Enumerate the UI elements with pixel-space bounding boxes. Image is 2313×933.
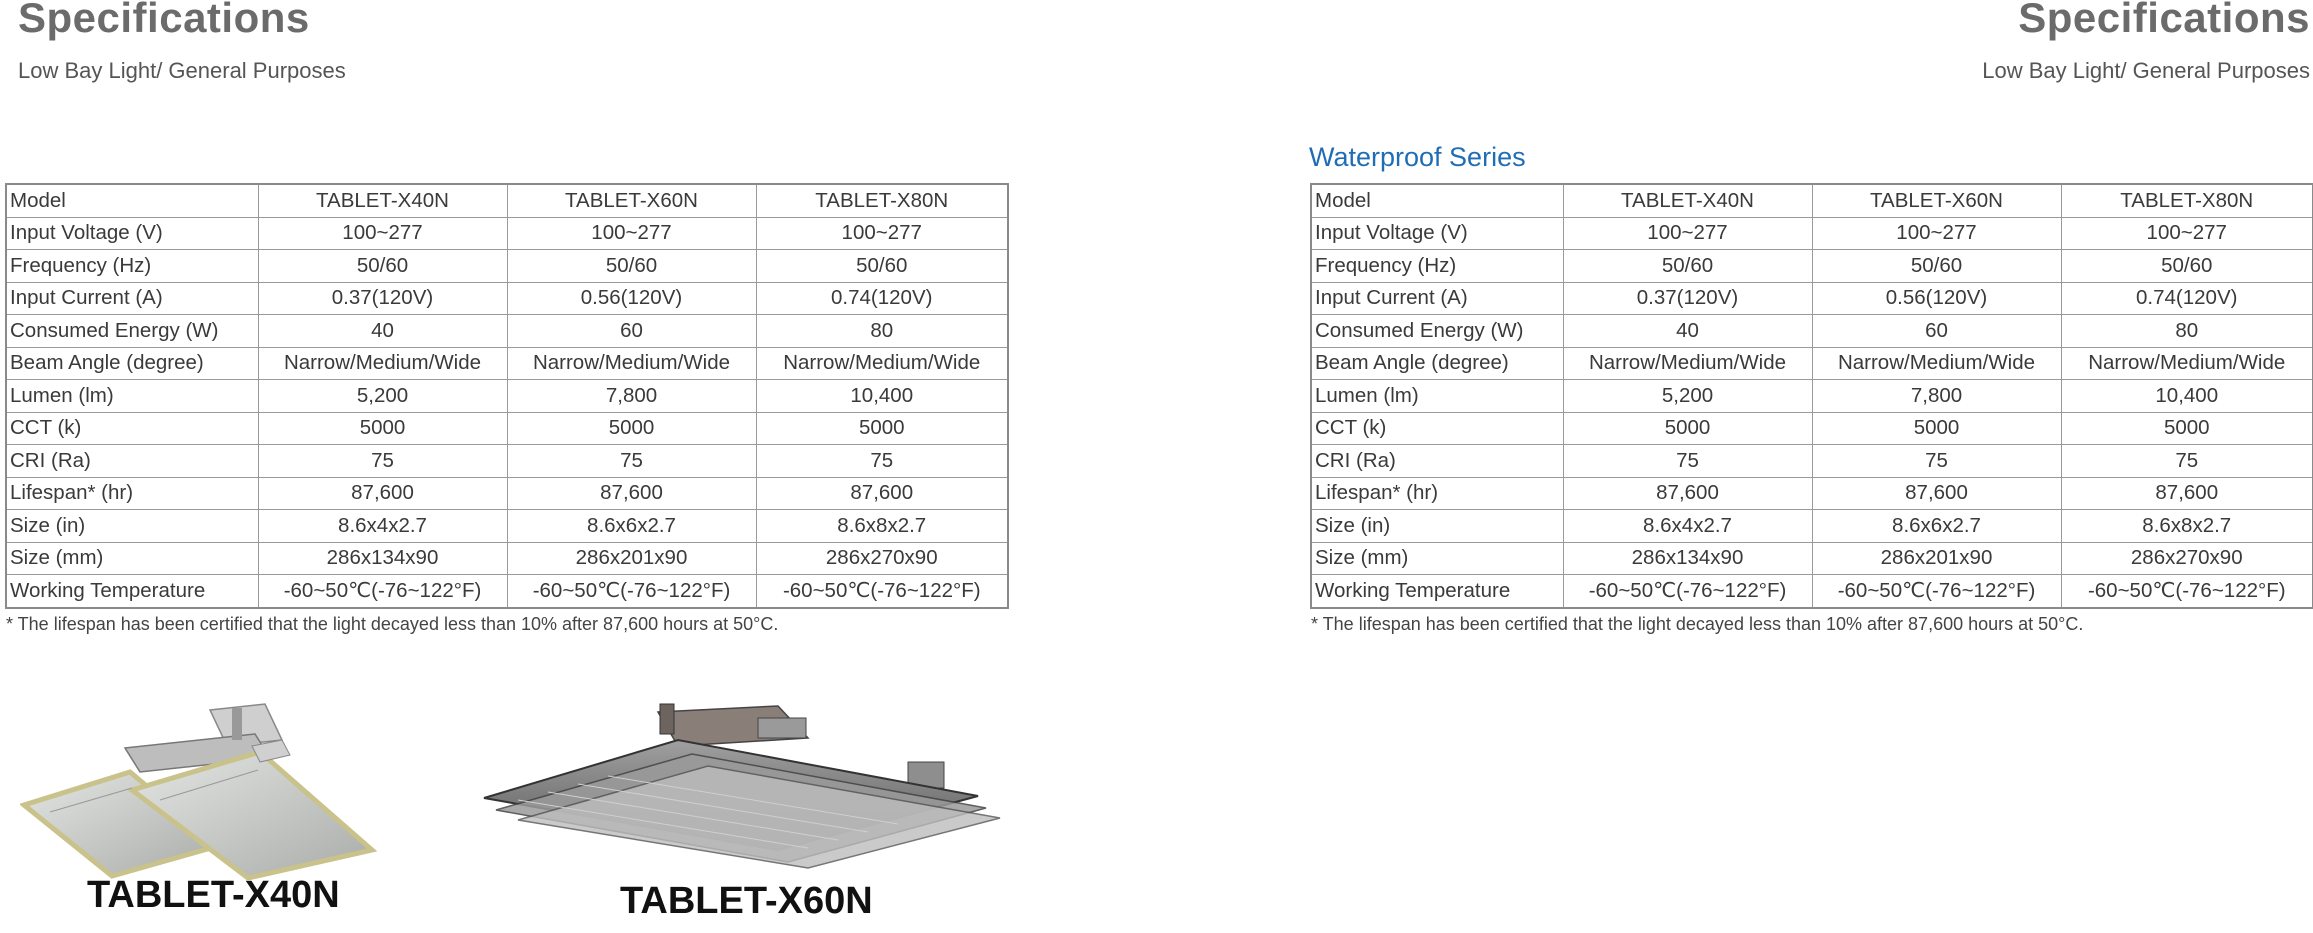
value-cell: 100~277 [756,217,1008,250]
table-row [6,477,1008,510]
row-label-cell: Input Voltage (V) [6,217,258,250]
value-cell: 60 [1812,315,2061,348]
value-cell: 87,600 [1563,477,1812,510]
value-cell: -60~50℃(-76~122°F) [1563,575,1812,608]
value-cell: 80 [2061,315,2313,348]
value-cell: 87,600 [258,477,507,510]
value-cell: 40 [258,315,507,348]
value-cell: 5000 [258,412,507,445]
row-label-cell: Model [1311,184,1563,217]
table-row [1311,445,2313,478]
table-row [6,282,1008,315]
row-label-cell: CRI (Ra) [1311,445,1563,478]
value-cell: 0.56(120V) [507,282,756,315]
value-cell: Narrow/Medium/Wide [1812,347,2061,380]
row-label-cell: CCT (k) [1311,412,1563,445]
row-label-cell: Consumed Energy (W) [1311,315,1563,348]
value-cell: 8.6x4x2.7 [1563,510,1812,543]
value-cell: 10,400 [2061,380,2313,413]
value-cell: 286x201x90 [1812,542,2061,575]
value-cell: 75 [756,445,1008,478]
row-label-cell: Size (mm) [1311,542,1563,575]
value-cell: 5,200 [1563,380,1812,413]
row-label-cell: Model [6,184,258,217]
value-cell: 50/60 [1563,250,1812,283]
table-row [6,315,1008,348]
table-row [6,445,1008,478]
value-cell: 8.6x6x2.7 [1812,510,2061,543]
row-label-cell: Input Current (A) [1311,282,1563,315]
row-label-cell: Frequency (Hz) [6,250,258,283]
value-cell: 8.6x4x2.7 [258,510,507,543]
value-cell: 286x201x90 [507,542,756,575]
page-title: Specifications [2018,0,2310,41]
table-row [1311,412,2313,445]
value-cell: 50/60 [1812,250,2061,283]
spec-table-body [6,184,1008,608]
low-bay-light-x40n-image [20,700,410,880]
page-subtitle: Low Bay Light/ General Purposes [1982,58,2310,83]
table-row [6,542,1008,575]
value-cell: 87,600 [1812,477,2061,510]
row-label-cell: Lumen (lm) [1311,380,1563,413]
page-title: Specifications [18,0,310,41]
value-cell: 80 [756,315,1008,348]
table-row [6,347,1008,380]
value-cell: 75 [258,445,507,478]
value-cell: 5,200 [258,380,507,413]
value-cell: 100~277 [258,217,507,250]
value-cell: -60~50℃(-76~122°F) [756,575,1008,608]
value-cell: 100~277 [1563,217,1812,250]
value-cell: Narrow/Medium/Wide [258,347,507,380]
value-cell: 0.56(120V) [1812,282,2061,315]
table-row [6,184,1008,217]
row-label-cell: Input Voltage (V) [1311,217,1563,250]
table-row [6,510,1008,543]
value-cell: 87,600 [2061,477,2313,510]
value-cell: 40 [1563,315,1812,348]
value-cell: 5000 [1812,412,2061,445]
table-row [6,575,1008,608]
table-row [1311,542,2313,575]
row-label-cell: Working Temperature [6,575,258,608]
value-cell: 60 [507,315,756,348]
table-row [1311,575,2313,608]
series-label: Waterproof Series [1309,142,1526,172]
product-caption: TABLET-X40N [87,874,340,916]
table-row [6,250,1008,283]
spec-table-body [1311,184,2313,608]
value-cell: 8.6x8x2.7 [2061,510,2313,543]
value-cell: 50/60 [258,250,507,283]
row-label-cell: Size (mm) [6,542,258,575]
value-cell: -60~50℃(-76~122°F) [1812,575,2061,608]
value-cell: 50/60 [756,250,1008,283]
value-cell: 87,600 [507,477,756,510]
table-row [6,380,1008,413]
row-label-cell: Beam Angle (degree) [6,347,258,380]
value-cell: TABLET-X60N [507,184,756,217]
row-label-cell: Frequency (Hz) [1311,250,1563,283]
value-cell: 8.6x6x2.7 [507,510,756,543]
table-row [6,412,1008,445]
row-label-cell: Beam Angle (degree) [1311,347,1563,380]
footnote: * The lifespan has been certified that the light decayed less than 10% after 87,600 hours at 50°C. [6,614,779,634]
value-cell: 0.37(120V) [258,282,507,315]
row-label-cell: Size (in) [6,510,258,543]
table-row [6,217,1008,250]
table-row [1311,315,2313,348]
product-caption: TABLET-X60N [620,880,873,922]
table-row [1311,282,2313,315]
value-cell: 100~277 [507,217,756,250]
row-label-cell: Size (in) [1311,510,1563,543]
value-cell: TABLET-X60N [1812,184,2061,217]
row-label-cell: Input Current (A) [6,282,258,315]
spec-table [5,183,1009,609]
table-row [1311,250,2313,283]
value-cell: 5000 [1563,412,1812,445]
table-row [1311,380,2313,413]
row-label-cell: Working Temperature [1311,575,1563,608]
value-cell: 286x134x90 [1563,542,1812,575]
value-cell: -60~50℃(-76~122°F) [258,575,507,608]
table-row [1311,510,2313,543]
table-row [1311,477,2313,510]
value-cell: Narrow/Medium/Wide [1563,347,1812,380]
value-cell: 5000 [507,412,756,445]
value-cell: TABLET-X40N [1563,184,1812,217]
value-cell: Narrow/Medium/Wide [756,347,1008,380]
value-cell: 75 [1563,445,1812,478]
value-cell: 286x134x90 [258,542,507,575]
table-row [1311,184,2313,217]
value-cell: 5000 [756,412,1008,445]
value-cell: 75 [1812,445,2061,478]
value-cell: TABLET-X80N [756,184,1008,217]
row-label-cell: CRI (Ra) [6,445,258,478]
value-cell: Narrow/Medium/Wide [507,347,756,380]
value-cell: 7,800 [507,380,756,413]
value-cell: 50/60 [507,250,756,283]
row-label-cell: Consumed Energy (W) [6,315,258,348]
value-cell: 87,600 [756,477,1008,510]
row-label-cell: Lifespan* (hr) [6,477,258,510]
low-bay-light-x60n-image [478,700,1006,870]
value-cell: 8.6x8x2.7 [756,510,1008,543]
value-cell: 7,800 [1812,380,2061,413]
value-cell: 286x270x90 [2061,542,2313,575]
row-label-cell: Lifespan* (hr) [1311,477,1563,510]
value-cell: 5000 [2061,412,2313,445]
value-cell: 75 [2061,445,2313,478]
table-row [1311,347,2313,380]
value-cell: 100~277 [1812,217,2061,250]
value-cell: -60~50℃(-76~122°F) [2061,575,2313,608]
footnote: * The lifespan has been certified that the light decayed less than 10% after 87,600 hours at 50°C. [1311,614,2084,634]
value-cell: TABLET-X40N [258,184,507,217]
value-cell: 100~277 [2061,217,2313,250]
value-cell: 0.37(120V) [1563,282,1812,315]
value-cell: 50/60 [2061,250,2313,283]
spec-table [1310,183,2313,609]
value-cell: TABLET-X80N [2061,184,2313,217]
value-cell: Narrow/Medium/Wide [2061,347,2313,380]
value-cell: 0.74(120V) [2061,282,2313,315]
value-cell: -60~50℃(-76~122°F) [507,575,756,608]
table-row [1311,217,2313,250]
value-cell: 0.74(120V) [756,282,1008,315]
value-cell: 286x270x90 [756,542,1008,575]
value-cell: 75 [507,445,756,478]
row-label-cell: CCT (k) [6,412,258,445]
page-subtitle: Low Bay Light/ General Purposes [18,58,346,83]
value-cell: 10,400 [756,380,1008,413]
row-label-cell: Lumen (lm) [6,380,258,413]
